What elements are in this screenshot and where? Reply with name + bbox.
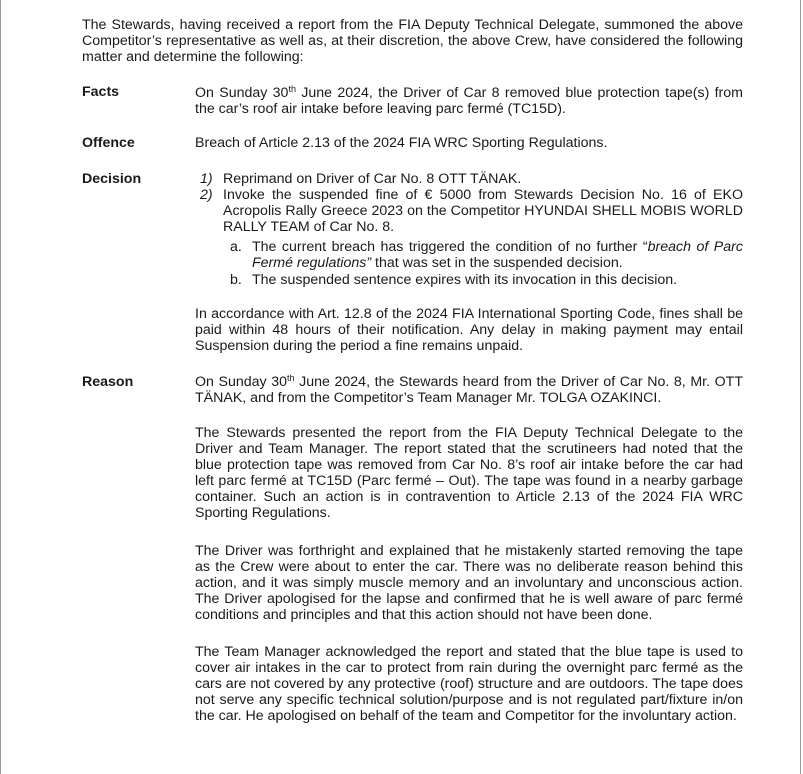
decision-sub-a (252, 239, 743, 271)
decision-item-2-number: 2) (200, 187, 213, 203)
decision-label: Decision (82, 171, 142, 187)
decision-sub-b-letter: b. (230, 272, 242, 288)
reason-paragraph-1 (195, 374, 743, 406)
facts-text (195, 85, 743, 117)
decision-payment-note: In accordance with Art. 12.8 of the 2024 FIA International Sporting Code, fines shall be paid within 48 hours of their notification. Any delay in making payment may entail Suspension during the period a fine remains unpaid. (195, 306, 743, 354)
reason-p1-start: On Sunday 30 (195, 374, 288, 390)
decision-sub-a-italic: breach of Parc Fermé regulations” (252, 239, 743, 271)
decision-sub-a-end: that was set in the suspended decision. (371, 255, 623, 271)
reason-paragraph-4: The Team Manager acknowledged the report and stated that the blue tape is used to cover air intakes in the car to protect from rain during the overnight parc fermé as the cars are not covered by any protective (roof) structure and are outdoors. The tape does not serve any specific technical solution/purpose and is not regulated part/fixture in/on the car. He apologised on behalf of the team and Competitor for the involuntary action. (195, 644, 743, 724)
offence-label: Offence (82, 135, 135, 151)
intro-paragraph: The Stewards, having received a report from the FIA Deputy Technical Delegate, summoned the above Competitor’s representative as well as, at their discretion, the above Crew, have considered the following matter and determine the following: (82, 17, 743, 65)
facts-text-sup: th (288, 84, 296, 94)
decision-sub-b: The suspended sentence expires with its invocation in this decision. (252, 272, 678, 288)
reason-p1-sup: th (287, 373, 295, 383)
decision-item-2: Invoke the suspended fine of € 5000 from Stewards Decision No. 16 of EKO Acropolis Rally Greece 2023 on the Competitor HYUNDAI SHELL MOBIS WORLD RALLY TEAM of Car No. 8. (223, 187, 743, 235)
facts-text-end: June 2024, the Driver of Car 8 removed blue protection tape(s) from the car’s roof air intake before leaving parc fermé (TC15D). (195, 85, 743, 117)
decision-sub-a-letter: a. (230, 239, 242, 255)
decision-item-1-number: 1) (200, 171, 213, 187)
decision-sub-a-start: The current breach has triggered the condition of no further “ (252, 239, 648, 255)
reason-paragraph-2: The Stewards presented the report from the FIA Deputy Technical Delegate to the Driver and Team Manager. The report stated that the scrutineers had noted that the blue protection tape was removed from Car No. 8’s roof air intake before the car had left parc fermé at TC15D (Parc fermé – Out). The tape was found in a nearby garbage container. Such an action is in contravention to Article 2.13 of the 2024 FIA WRC Sporting Regulations. (195, 425, 743, 521)
facts-text-start: On Sunday 30 (195, 85, 289, 101)
decision-item-1: Reprimand on Driver of Car No. 8 OTT TÄNAK. (223, 171, 522, 187)
reason-p1-end: June 2024, the Stewards heard from the Driver of Car No. 8, Mr. OTT TÄNAK, and from the Competitor’s Team Manager Mr. TOLGA OZAKINCI. (195, 374, 743, 406)
facts-label: Facts (82, 84, 120, 100)
reason-paragraph-3: The Driver was forthright and explained that he mistakenly started removing the tape as the Crew were about to enter the car. There was no deliberate reason behind this action, and it was simply muscle memory and an involuntary and unconscious action. The Driver apologised for the lapse and confirmed that he is well aware of parc fermé conditions and principles and that this action should not have been done. (195, 543, 743, 623)
offence-text: Breach of Article 2.13 of the 2024 FIA WRC Sporting Regulations. (195, 135, 608, 151)
reason-label: Reason (82, 374, 134, 390)
